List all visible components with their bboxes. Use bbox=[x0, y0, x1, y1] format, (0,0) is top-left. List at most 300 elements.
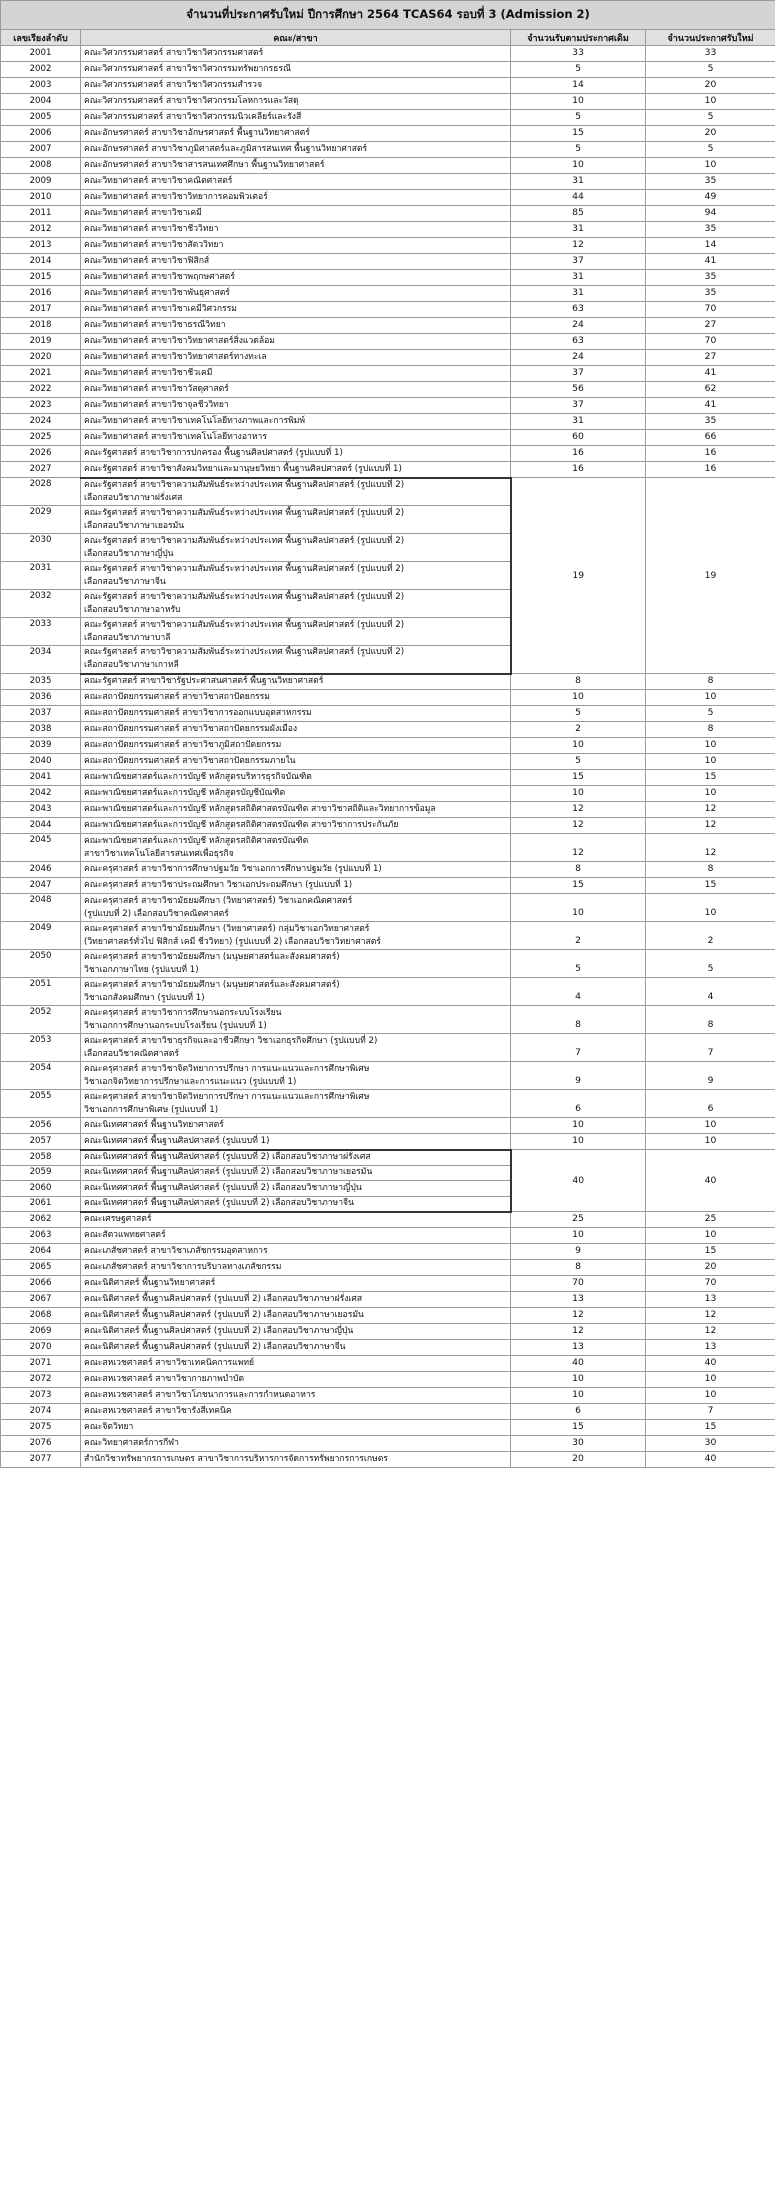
row-original-count: 24 bbox=[511, 318, 646, 334]
row-faculty bbox=[81, 1062, 511, 1090]
row-faculty bbox=[81, 126, 511, 142]
row-faculty-line: วิชาเอกภาษาไทย (รูปแบบที่ 1) bbox=[84, 964, 199, 975]
row-faculty bbox=[81, 786, 511, 802]
table-row bbox=[1, 754, 775, 770]
table-row bbox=[1, 1212, 775, 1228]
table-row bbox=[1, 674, 775, 690]
row-announced-count: 10 bbox=[646, 158, 775, 174]
row-announced-count: 40 bbox=[646, 1356, 775, 1372]
table-row bbox=[1, 286, 775, 302]
row-faculty bbox=[81, 366, 511, 382]
row-original-count: 5 bbox=[511, 110, 646, 126]
row-code: 2074 bbox=[1, 1404, 81, 1420]
row-faculty bbox=[81, 1196, 511, 1212]
row-code: 2021 bbox=[1, 366, 81, 382]
row-announced-count: 66 bbox=[646, 430, 775, 446]
row-code: 2010 bbox=[1, 190, 81, 206]
row-code: 2067 bbox=[1, 1292, 81, 1308]
row-code: 2072 bbox=[1, 1372, 81, 1388]
row-original-count: 15 bbox=[511, 1420, 646, 1436]
row-code: 2050 bbox=[1, 950, 81, 978]
row-announced-count: 41 bbox=[646, 254, 775, 270]
table-row bbox=[1, 206, 775, 222]
row-faculty-line: คณะวิทยาศาสตร์ สาขาวิชาสัตววิทยา bbox=[84, 240, 224, 250]
row-code: 2060 bbox=[1, 1181, 81, 1197]
table-row bbox=[1, 1134, 775, 1150]
row-faculty-line: คณะครุศาสตร์ สาขาวิชาจิตวิทยาการปรึกษา การแนะแนวและการศึกษาพิเศษ bbox=[84, 1063, 370, 1074]
table-row bbox=[1, 1452, 775, 1468]
row-faculty-line: คณะครุศาสตร์ สาขาวิชาการศึกษานอกระบบโรงเรียน bbox=[84, 1007, 282, 1018]
row-faculty-line: คณะจิตวิทยา bbox=[84, 1422, 134, 1432]
row-code: 2006 bbox=[1, 126, 81, 142]
row-original-count: 31 bbox=[511, 174, 646, 190]
row-code: 2068 bbox=[1, 1308, 81, 1324]
row-faculty-line: คณะวิศวกรรมศาสตร์ สาขาวิชาวิศวกรรมทรัพยากรธรณี bbox=[84, 64, 291, 74]
row-code: 2002 bbox=[1, 62, 81, 78]
row-announced-count: 5 bbox=[646, 110, 775, 126]
row-announced-count: 35 bbox=[646, 270, 775, 286]
row-original-count: 40 bbox=[511, 1356, 646, 1372]
row-faculty bbox=[81, 1356, 511, 1372]
row-faculty bbox=[81, 238, 511, 254]
row-original-count: 70 bbox=[511, 1276, 646, 1292]
row-faculty bbox=[81, 562, 511, 590]
row-announced-count: 10 bbox=[646, 94, 775, 110]
row-faculty bbox=[81, 706, 511, 722]
row-original-count: 10 bbox=[511, 1228, 646, 1244]
row-faculty-line: คณะเภสัชศาสตร์ สาขาวิชาการบริบาลทางเภสัชกรรม bbox=[84, 1262, 282, 1272]
row-original-count: 16 bbox=[511, 446, 646, 462]
group-original-count: 19 bbox=[511, 478, 646, 674]
row-announced-count: 25 bbox=[646, 1212, 775, 1228]
row-faculty-line: คณะสถาปัตยกรรมศาสตร์ สาขาวิชาการออกแบบอุตสาหกรรม bbox=[84, 708, 312, 718]
row-faculty bbox=[81, 350, 511, 366]
row-faculty-line: คณะนิติศาสตร์ พื้นฐานศิลปศาสตร์ (รูปแบบที่ 2) เลือกสอบวิชาภาษาเยอรมัน bbox=[84, 1310, 364, 1320]
row-announced-count: 40 bbox=[646, 1452, 775, 1468]
row-faculty bbox=[81, 1420, 511, 1436]
row-faculty-line: คณะสหเวชศาสตร์ สาขาวิชากายภาพบำบัด bbox=[84, 1374, 245, 1384]
row-faculty-line: คณะวิทยาศาสตร์ สาขาวิชาวิทยาศาสตร์สิ่งแวดล้อม bbox=[84, 336, 275, 346]
row-code: 2001 bbox=[1, 46, 81, 62]
row-faculty-line: คณะวิทยาศาสตร์ สาขาวิชาวิทยาการคอมพิวเตอร์ bbox=[84, 192, 268, 202]
row-faculty-line: คณะรัฐศาสตร์ สาขาวิชาความสัมพันธ์ระหว่างประเทศ พื้นฐานศิลปศาสตร์ (รูปแบบที่ 2) bbox=[84, 535, 405, 546]
row-code: 2041 bbox=[1, 770, 81, 786]
row-faculty-line: คณะพาณิชยศาสตร์และการบัญชี หลักสูตรบัญชีบัณฑิต bbox=[84, 788, 286, 798]
row-code: 2034 bbox=[1, 646, 81, 674]
row-faculty bbox=[81, 1372, 511, 1388]
row-original-count: 60 bbox=[511, 430, 646, 446]
row-original-count: 8 bbox=[511, 1006, 646, 1034]
row-faculty-line: เลือกสอบวิชาภาษาญี่ปุ่น bbox=[84, 548, 174, 559]
table-row bbox=[1, 110, 775, 126]
row-code: 2012 bbox=[1, 222, 81, 238]
row-original-count: 8 bbox=[511, 1260, 646, 1276]
row-code: 2076 bbox=[1, 1436, 81, 1452]
table-row bbox=[1, 142, 775, 158]
row-code: 2035 bbox=[1, 674, 81, 690]
row-faculty-line: คณะวิทยาศาสตร์ สาขาวิชาวิทยาศาสตร์ทางทะเล bbox=[84, 352, 267, 362]
table-row bbox=[1, 430, 775, 446]
table-row bbox=[1, 398, 775, 414]
table-row bbox=[1, 834, 775, 862]
row-original-count: 5 bbox=[511, 706, 646, 722]
row-announced-count: 20 bbox=[646, 78, 775, 94]
row-faculty-line: คณะรัฐศาสตร์ สาขาวิชาความสัมพันธ์ระหว่างประเทศ พื้นฐานศิลปศาสตร์ (รูปแบบที่ 2) bbox=[84, 563, 405, 574]
row-code: 2052 bbox=[1, 1006, 81, 1034]
row-faculty bbox=[81, 978, 511, 1006]
row-faculty-line: คณะครุศาสตร์ สาขาวิชามัธยมศึกษา (วิทยาศาสตร์) วิชาเอกคณิตศาสตร์ bbox=[84, 895, 353, 906]
row-faculty bbox=[81, 158, 511, 174]
row-faculty bbox=[81, 646, 511, 674]
row-announced-count: 8 bbox=[646, 1006, 775, 1034]
row-code: 2014 bbox=[1, 254, 81, 270]
row-faculty bbox=[81, 1388, 511, 1404]
table-row bbox=[1, 738, 775, 754]
row-original-count: 63 bbox=[511, 302, 646, 318]
row-original-count: 7 bbox=[511, 1034, 646, 1062]
row-announced-count: 35 bbox=[646, 174, 775, 190]
row-faculty bbox=[81, 1436, 511, 1452]
row-faculty-line: คณะรัฐศาสตร์ สาขาวิชาความสัมพันธ์ระหว่างประเทศ พื้นฐานศิลปศาสตร์ (รูปแบบที่ 2) bbox=[84, 479, 405, 490]
row-faculty-line: คณะสถาปัตยกรรมศาสตร์ สาขาวิชาภูมิสถาปัตยกรรม bbox=[84, 740, 282, 750]
row-code: 2062 bbox=[1, 1212, 81, 1228]
row-original-count: 10 bbox=[511, 894, 646, 922]
row-faculty bbox=[81, 534, 511, 562]
row-announced-count: 4 bbox=[646, 978, 775, 1006]
table-row bbox=[1, 802, 775, 818]
row-faculty-line: คณะรัฐศาสตร์ สาขาวิชาการปกครอง พื้นฐานศิลปศาสตร์ (รูปแบบที่ 1) bbox=[84, 448, 343, 458]
table-row bbox=[1, 922, 775, 950]
row-original-count: 10 bbox=[511, 1388, 646, 1404]
row-announced-count: 10 bbox=[646, 754, 775, 770]
row-faculty-line: คณะวิทยาศาสตร์ สาขาวิชาวัสดุศาสตร์ bbox=[84, 384, 229, 394]
row-announced-count: 7 bbox=[646, 1404, 775, 1420]
row-original-count: 33 bbox=[511, 46, 646, 62]
row-faculty bbox=[81, 286, 511, 302]
row-code: 2059 bbox=[1, 1165, 81, 1181]
row-announced-count: 12 bbox=[646, 834, 775, 862]
row-faculty bbox=[81, 754, 511, 770]
row-announced-count: 16 bbox=[646, 446, 775, 462]
row-faculty bbox=[81, 1134, 511, 1150]
row-original-count: 10 bbox=[511, 1372, 646, 1388]
table-row bbox=[1, 174, 775, 190]
table-row bbox=[1, 1388, 775, 1404]
row-original-count: 56 bbox=[511, 382, 646, 398]
row-faculty-line: คณะสถาปัตยกรรมศาสตร์ สาขาวิชาสถาปัตยกรรม bbox=[84, 692, 270, 702]
row-faculty bbox=[81, 770, 511, 786]
row-faculty bbox=[81, 1260, 511, 1276]
row-code: 2018 bbox=[1, 318, 81, 334]
table-row bbox=[1, 94, 775, 110]
row-announced-count: 10 bbox=[646, 1134, 775, 1150]
row-faculty-line: คณะนิติศาสตร์ พื้นฐานวิทยาศาสตร์ bbox=[84, 1278, 216, 1288]
row-faculty bbox=[81, 922, 511, 950]
row-faculty bbox=[81, 506, 511, 534]
table-row bbox=[1, 238, 775, 254]
row-faculty-line: คณะนิเทศศาสตร์ พื้นฐานศิลปศาสตร์ (รูปแบบที่ 2) เลือกสอบวิชาภาษาเยอรมัน bbox=[84, 1167, 373, 1178]
table-row bbox=[1, 770, 775, 786]
table-row bbox=[1, 690, 775, 706]
row-announced-count: 8 bbox=[646, 862, 775, 878]
row-announced-count: 12 bbox=[646, 818, 775, 834]
group-announced-count: 40 bbox=[646, 1150, 775, 1212]
row-original-count: 25 bbox=[511, 1212, 646, 1228]
table-row bbox=[1, 1436, 775, 1452]
row-faculty bbox=[81, 1150, 511, 1166]
row-faculty bbox=[81, 46, 511, 62]
row-code: 2025 bbox=[1, 430, 81, 446]
table-row bbox=[1, 478, 775, 506]
row-announced-count: 10 bbox=[646, 1118, 775, 1134]
row-faculty bbox=[81, 1324, 511, 1340]
row-announced-count: 70 bbox=[646, 1276, 775, 1292]
row-code: 2071 bbox=[1, 1356, 81, 1372]
table-row bbox=[1, 1244, 775, 1260]
row-announced-count: 35 bbox=[646, 414, 775, 430]
table-row bbox=[1, 46, 775, 62]
row-faculty-line: คณะวิทยาศาสตร์ สาขาวิชาเคมีวิศวกรรม bbox=[84, 304, 237, 314]
row-faculty-line: คณะพาณิชยศาสตร์และการบัญชี หลักสูตรสถิติศาสตรบัณฑิต bbox=[84, 835, 309, 846]
row-original-count: 10 bbox=[511, 1118, 646, 1134]
row-announced-count: 5 bbox=[646, 706, 775, 722]
row-faculty bbox=[81, 478, 511, 506]
row-original-count: 9 bbox=[511, 1062, 646, 1090]
row-code: 2022 bbox=[1, 382, 81, 398]
row-code: 2042 bbox=[1, 786, 81, 802]
row-faculty-line: เลือกสอบวิชาภาษาอาหรับ bbox=[84, 604, 181, 615]
row-announced-count: 5 bbox=[646, 950, 775, 978]
row-code: 2027 bbox=[1, 462, 81, 478]
row-faculty-line: คณะสหเวชศาสตร์ สาขาวิชารังสีเทคนิค bbox=[84, 1406, 232, 1416]
row-faculty-line: คณะวิทยาศาสตร์ สาขาวิชาชีวเคมี bbox=[84, 368, 213, 378]
row-announced-count: 6 bbox=[646, 1090, 775, 1118]
row-code: 2028 bbox=[1, 478, 81, 506]
row-original-count: 37 bbox=[511, 398, 646, 414]
row-faculty-line: คณะรัฐศาสตร์ สาขาวิชาความสัมพันธ์ระหว่างประเทศ พื้นฐานศิลปศาสตร์ (รูปแบบที่ 2) bbox=[84, 507, 405, 518]
table-row bbox=[1, 62, 775, 78]
row-faculty-line: คณะวิทยาศาสตร์ สาขาวิชาคณิตศาสตร์ bbox=[84, 176, 233, 186]
row-faculty-line: คณะครุศาสตร์ สาขาวิชาการศึกษาปฐมวัย วิชาเอกการศึกษาปฐมวัย (รูปแบบที่ 1) bbox=[84, 864, 382, 874]
row-code: 2047 bbox=[1, 878, 81, 894]
row-code: 2061 bbox=[1, 1196, 81, 1212]
row-faculty bbox=[81, 1244, 511, 1260]
table-row bbox=[1, 1228, 775, 1244]
row-faculty-line: คณะวิทยาศาสตร์ สาขาวิชาพฤกษศาสตร์ bbox=[84, 272, 235, 282]
row-announced-count: 10 bbox=[646, 1388, 775, 1404]
row-original-count: 5 bbox=[511, 754, 646, 770]
row-faculty-line: คณะวิศวกรรมศาสตร์ สาขาวิชาวิศวกรรมศาสตร์ bbox=[84, 48, 264, 58]
row-announced-count: 2 bbox=[646, 922, 775, 950]
row-code: 2039 bbox=[1, 738, 81, 754]
row-code: 2017 bbox=[1, 302, 81, 318]
row-original-count: 8 bbox=[511, 862, 646, 878]
row-faculty bbox=[81, 1181, 511, 1197]
row-faculty bbox=[81, 446, 511, 462]
table-row bbox=[1, 1356, 775, 1372]
row-faculty bbox=[81, 142, 511, 158]
row-original-count: 31 bbox=[511, 414, 646, 430]
row-faculty bbox=[81, 722, 511, 738]
row-code: 2045 bbox=[1, 834, 81, 862]
row-faculty-line: คณะรัฐศาสตร์ สาขาวิชาสังคมวิทยาและมานุษยวิทยา พื้นฐานศิลปศาสตร์ (รูปแบบที่ 1) bbox=[84, 463, 402, 474]
row-original-count: 13 bbox=[511, 1340, 646, 1356]
row-original-count: 6 bbox=[511, 1404, 646, 1420]
row-announced-count: 15 bbox=[646, 1244, 775, 1260]
row-faculty-line: คณะวิทยาศาสตร์ สาขาวิชาจุลชีววิทยา bbox=[84, 400, 229, 410]
row-announced-count: 35 bbox=[646, 222, 775, 238]
row-code: 2011 bbox=[1, 206, 81, 222]
table-row bbox=[1, 978, 775, 1006]
row-code: 2077 bbox=[1, 1452, 81, 1468]
row-faculty bbox=[81, 862, 511, 878]
row-original-count: 15 bbox=[511, 770, 646, 786]
row-original-count: 37 bbox=[511, 254, 646, 270]
row-faculty-line: คณะอักษรศาสตร์ สาขาวิชาสารสนเทศศึกษา พื้นฐานวิทยาศาสตร์ bbox=[84, 160, 325, 170]
row-announced-count: 41 bbox=[646, 366, 775, 382]
row-announced-count: 27 bbox=[646, 350, 775, 366]
row-announced-count: 10 bbox=[646, 1228, 775, 1244]
row-announced-count: 8 bbox=[646, 674, 775, 690]
row-code: 2038 bbox=[1, 722, 81, 738]
row-faculty-line: คณะพาณิชยศาสตร์และการบัญชี หลักสูตรสถิติศาสตรบัณฑิต สาขาวิชาการประกันภัย bbox=[84, 820, 399, 830]
row-faculty bbox=[81, 1292, 511, 1308]
row-code: 2044 bbox=[1, 818, 81, 834]
table-row bbox=[1, 270, 775, 286]
row-faculty-line: คณะรัฐศาสตร์ สาขาวิชาความสัมพันธ์ระหว่างประเทศ พื้นฐานศิลปศาสตร์ (รูปแบบที่ 2) bbox=[84, 619, 405, 630]
row-faculty-line: คณะครุศาสตร์ สาขาวิชามัธยมศึกษา (มนุษยศาสตร์และสังคมศาสตร์) bbox=[84, 979, 340, 990]
row-faculty bbox=[81, 1090, 511, 1118]
table-row bbox=[1, 366, 775, 382]
row-original-count: 10 bbox=[511, 158, 646, 174]
row-code: 2064 bbox=[1, 1244, 81, 1260]
row-faculty-line: คณะครุศาสตร์ สาขาวิชาธุรกิจและอาชีวศึกษา วิชาเอกธุรกิจศึกษา (รูปแบบที่ 2) bbox=[84, 1035, 378, 1046]
row-code: 2073 bbox=[1, 1388, 81, 1404]
table-row bbox=[1, 414, 775, 430]
header-faculty: คณะ/สาขา bbox=[81, 30, 511, 46]
row-code: 2046 bbox=[1, 862, 81, 878]
table-row bbox=[1, 1324, 775, 1340]
row-announced-count: 49 bbox=[646, 190, 775, 206]
header-original-count: จำนวนรับตามประกาศเดิม bbox=[511, 30, 646, 46]
row-faculty bbox=[81, 110, 511, 126]
row-original-count: 14 bbox=[511, 78, 646, 94]
row-faculty-line: คณะนิเทศศาสตร์ พื้นฐานศิลปศาสตร์ (รูปแบบที่ 2) เลือกสอบวิชาภาษาญี่ปุ่น bbox=[84, 1182, 362, 1193]
table-row bbox=[1, 350, 775, 366]
row-code: 2031 bbox=[1, 562, 81, 590]
table-row bbox=[1, 1340, 775, 1356]
row-faculty-line: สำนักวิชาทรัพยากรการเกษตร สาขาวิชาการบริหารการจัดการทรัพยากรการเกษตร bbox=[84, 1454, 388, 1464]
header-announced-count: จำนวนประกาศรับใหม่ bbox=[646, 30, 775, 46]
table-row bbox=[1, 706, 775, 722]
row-code: 2005 bbox=[1, 110, 81, 126]
row-announced-count: 12 bbox=[646, 802, 775, 818]
row-code: 2054 bbox=[1, 1062, 81, 1090]
row-faculty bbox=[81, 270, 511, 286]
row-faculty bbox=[81, 1034, 511, 1062]
table-title: จำนวนที่ประกาศรับใหม่ ปีการศึกษา 2564 TCAS64 รอบที่ 3 (Admission 2) bbox=[1, 1, 775, 30]
row-original-count: 9 bbox=[511, 1244, 646, 1260]
row-faculty-line: คณะนิติศาสตร์ พื้นฐานศิลปศาสตร์ (รูปแบบที่ 2) เลือกสอบวิชาภาษาจีน bbox=[84, 1342, 346, 1352]
row-code: 2069 bbox=[1, 1324, 81, 1340]
row-original-count: 44 bbox=[511, 190, 646, 206]
row-original-count: 8 bbox=[511, 674, 646, 690]
row-announced-count: 94 bbox=[646, 206, 775, 222]
row-code: 2040 bbox=[1, 754, 81, 770]
row-faculty-line: คณะเศรษฐศาสตร์ bbox=[84, 1214, 152, 1225]
row-code: 2015 bbox=[1, 270, 81, 286]
row-announced-count: 62 bbox=[646, 382, 775, 398]
table-row bbox=[1, 1404, 775, 1420]
table-row bbox=[1, 158, 775, 174]
row-faculty bbox=[81, 802, 511, 818]
table-row bbox=[1, 878, 775, 894]
row-announced-count: 33 bbox=[646, 46, 775, 62]
row-original-count: 10 bbox=[511, 94, 646, 110]
row-faculty bbox=[81, 894, 511, 922]
row-faculty bbox=[81, 206, 511, 222]
row-code: 2051 bbox=[1, 978, 81, 1006]
row-faculty bbox=[81, 190, 511, 206]
row-original-count: 10 bbox=[511, 690, 646, 706]
row-announced-count: 70 bbox=[646, 302, 775, 318]
table-row bbox=[1, 894, 775, 922]
row-faculty-line: เลือกสอบวิชาภาษาบาลี bbox=[84, 632, 171, 643]
row-original-count: 10 bbox=[511, 738, 646, 754]
row-faculty-line: คณะนิเทศศาสตร์ พื้นฐานวิทยาศาสตร์ bbox=[84, 1120, 224, 1130]
row-announced-count: 15 bbox=[646, 878, 775, 894]
row-faculty bbox=[81, 94, 511, 110]
group-announced-count: 19 bbox=[646, 478, 775, 674]
row-code: 2023 bbox=[1, 398, 81, 414]
row-code: 2009 bbox=[1, 174, 81, 190]
row-faculty bbox=[81, 302, 511, 318]
row-code: 2030 bbox=[1, 534, 81, 562]
row-faculty bbox=[81, 222, 511, 238]
row-faculty-line: วิชาเอกการศึกษานอกระบบโรงเรียน (รูปแบบที่ 1) bbox=[84, 1020, 267, 1031]
row-faculty-line: คณะวิศวกรรมศาสตร์ สาขาวิชาวิศวกรรมโลหการและวัสดุ bbox=[84, 96, 299, 106]
row-faculty bbox=[81, 1308, 511, 1324]
row-faculty bbox=[81, 1228, 511, 1244]
row-code: 2048 bbox=[1, 894, 81, 922]
row-faculty-line: คณะนิเทศศาสตร์ พื้นฐานศิลปศาสตร์ (รูปแบบที่ 2) เลือกสอบวิชาภาษาจีน bbox=[84, 1198, 354, 1208]
row-code: 2037 bbox=[1, 706, 81, 722]
row-faculty bbox=[81, 818, 511, 834]
row-code: 2066 bbox=[1, 1276, 81, 1292]
row-announced-count: 15 bbox=[646, 770, 775, 786]
row-announced-count: 5 bbox=[646, 142, 775, 158]
table-row bbox=[1, 462, 775, 478]
row-faculty bbox=[81, 618, 511, 646]
row-announced-count: 30 bbox=[646, 1436, 775, 1452]
row-faculty bbox=[81, 1165, 511, 1181]
row-faculty-line: วิชาเอกจิตวิทยาการปรึกษาและการแนะแนว (รูปแบบที่ 1) bbox=[84, 1076, 297, 1087]
row-code: 2056 bbox=[1, 1118, 81, 1134]
row-code: 2055 bbox=[1, 1090, 81, 1118]
row-faculty-line: คณะอักษรศาสตร์ สาขาวิชาภูมิศาสตร์และภูมิสารสนเทศ พื้นฐานวิทยาศาสตร์ bbox=[84, 144, 368, 154]
table-row bbox=[1, 862, 775, 878]
table-row bbox=[1, 254, 775, 270]
row-announced-count: 20 bbox=[646, 1260, 775, 1276]
row-code: 2004 bbox=[1, 94, 81, 110]
row-faculty bbox=[81, 1340, 511, 1356]
row-announced-count: 7 bbox=[646, 1034, 775, 1062]
table-row bbox=[1, 1062, 775, 1090]
row-original-count: 5 bbox=[511, 950, 646, 978]
table-row bbox=[1, 190, 775, 206]
row-announced-count: 10 bbox=[646, 1372, 775, 1388]
row-faculty bbox=[81, 590, 511, 618]
